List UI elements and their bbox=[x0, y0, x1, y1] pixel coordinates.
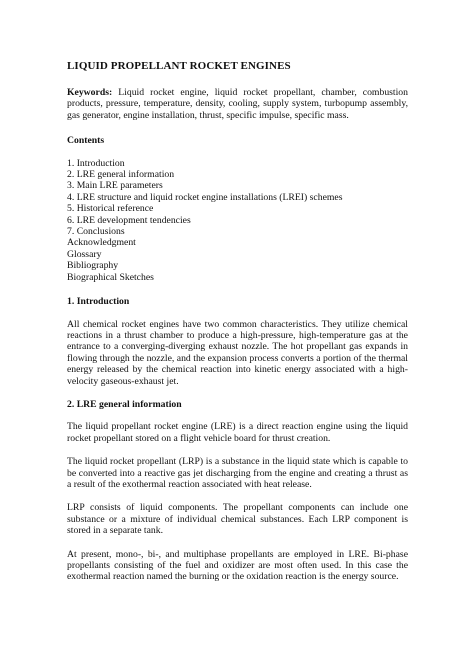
contents-item: Bibliography bbox=[67, 260, 119, 272]
lre-paragraph-4: At present, mono-, bi-, and multiphase propellants are employed in LRE. Bi-phase propellants consisting of the fuel and oxidizer are most often used. In this case the exothermal reaction named the burning or the oxidation reaction is the energy source. bbox=[67, 548, 408, 583]
contents-item: 7. Conclusions bbox=[67, 226, 125, 238]
contents-item: Acknowledgment bbox=[67, 237, 136, 249]
lre-paragraph-2: The liquid rocket propellant (LRP) is a substance in the liquid state which is capable to be converted into a reactive gas jet discharging from the engine and creating a thrust as a result of the exothermal reaction associated with heat release. bbox=[67, 456, 408, 490]
document-title: LIQUID PROPELLANT ROCKET ENGINES bbox=[67, 60, 291, 72]
lre-paragraph-1: The liquid propellant rocket engine (LRE) is a direct reaction engine using the liquid rocket propellant stored on a flight vehicle board for thrust creation. bbox=[67, 421, 408, 444]
keywords-label: Keywords: bbox=[67, 87, 113, 98]
contents-item: 5. Historical reference bbox=[67, 203, 154, 215]
contents-item: 3. Main LRE parameters bbox=[67, 180, 163, 192]
contents-item: 6. LRE development tendencies bbox=[67, 214, 191, 226]
contents-heading: Contents bbox=[67, 135, 105, 147]
section-heading-introduction: 1. Introduction bbox=[67, 296, 130, 308]
contents-item: Glossary bbox=[67, 248, 102, 260]
introduction-paragraph: All chemical rocket engines have two common characteristics. They utilize chemical reactions in a thrust chamber to produce a high-pressure, high-temperature gas at the entrance to a converging-diverging exhaust nozzle. The hot propellant gas expands in flowing through the nozzle, and the expansion process converts a portion of the thermal energy released by the chemical reaction into kinetic energy associated with a high-velocity gaseous-exhaust jet. bbox=[67, 318, 408, 387]
keywords-text: Liquid rocket engine, liquid rocket propellant, chamber, combustion products, pressure, temperature, density, cooling, supply system, turbopump assembly, gas generator, engine installation, thrust, specific impulse, specific mass. bbox=[67, 87, 408, 121]
lre-paragraph-3: LRP consists of liquid components. The propellant components can include one substance or a mixture of individual chemical substances. Each LRP component is stored in a separate tank. bbox=[67, 502, 408, 537]
contents-item: 2. LRE general information bbox=[67, 169, 175, 181]
keywords-paragraph bbox=[67, 87, 408, 121]
section-heading-lre-general-information: 2. LRE general information bbox=[67, 398, 182, 410]
document-page bbox=[67, 60, 408, 583]
contents-item: 1. Introduction bbox=[67, 157, 125, 169]
contents-list bbox=[67, 158, 408, 283]
contents-item: 4. LRE structure and liquid rocket engine installations (LREI) schemes bbox=[67, 191, 343, 203]
contents-item: Biographical Sketches bbox=[67, 271, 154, 283]
